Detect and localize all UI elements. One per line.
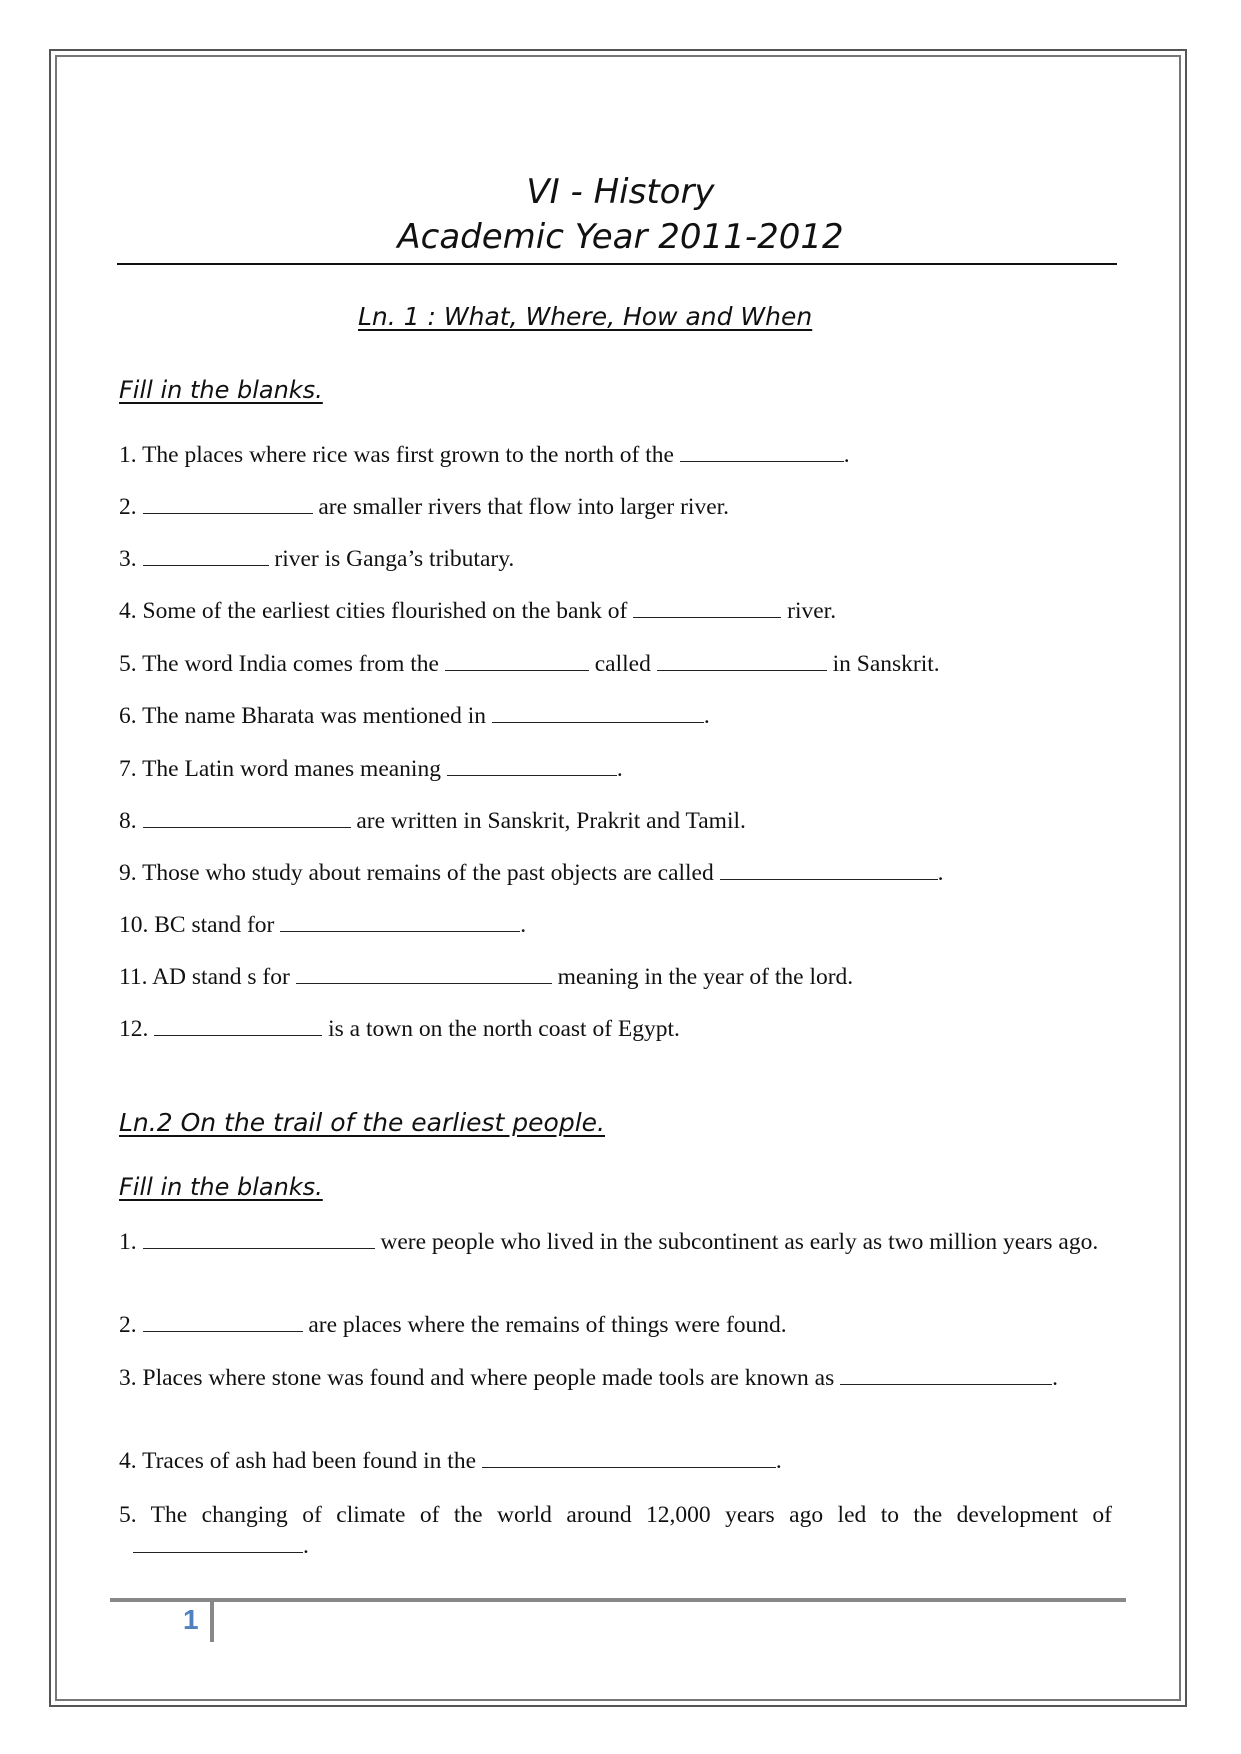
lesson2-question-3: 3. Places where stone was found and where people made tools are known as . [119,1365,1058,1391]
lesson2-question-1: 1. were people who lived in the subcontinent as early as two million years ago. [119,1229,1099,1255]
answer-blank[interactable] [280,911,520,932]
lesson1-question-12: 12. is a town on the north coast of Egypt. [119,1016,680,1042]
document-title: VI - History [526,172,715,212]
answer-blank[interactable] [445,650,589,671]
answer-blank[interactable] [482,1447,776,1468]
answer-blank[interactable] [143,545,269,566]
answer-blank[interactable] [296,963,552,984]
lesson1-question-11: 11. AD stand s for meaning in the year of the lord. [119,964,854,990]
answer-blank[interactable] [143,1311,303,1332]
answer-blank[interactable] [840,1364,1052,1385]
lesson1-question-10: 10. BC stand for . [119,912,527,938]
lesson1-question-2: 2. are smaller rivers that flow into larger river. [119,494,730,520]
answer-blank[interactable] [633,597,781,618]
answer-blank[interactable] [447,755,617,776]
lesson2-question-5: 5. The changing of climate of the world around 12,000 years ago led to the development of . [119,1502,1112,1559]
lesson1-question-6: 6. The name Bharata was mentioned in . [119,703,710,729]
footer-divider [110,1598,1126,1602]
lesson1-question-8: 8. are written in Sanskrit, Prakrit and Tamil. [119,808,746,834]
answer-blank[interactable] [143,493,313,514]
lesson2-instruction: Fill in the blanks. [119,1173,323,1201]
lesson1-question-9: 9. Those who study about remains of the past objects are called . [119,860,944,886]
footer-page-bar [210,1600,214,1642]
page-number: 1 [183,1604,199,1635]
lesson1-question-7: 7. The Latin word manes meaning . [119,756,623,782]
lesson1-heading: Ln. 1 : What, Where, How and When [358,302,813,331]
lesson1-question-3: 3. river is Ganga’s tributary. [119,546,515,572]
answer-blank[interactable] [133,1532,303,1553]
lesson1-question-5: 5. The word India comes from the called in Sanskrit. [119,651,940,677]
answer-blank[interactable] [154,1015,322,1036]
lesson2-heading: Ln.2 On the trail of the earliest people. [119,1108,605,1137]
answer-blank[interactable] [492,702,704,723]
answer-blank[interactable] [720,859,938,880]
answer-blank[interactable] [657,650,827,671]
lesson1-instruction: Fill in the blanks. [119,376,323,404]
document-subtitle: Academic Year 2011-2012 [397,217,844,257]
lesson2-question-4: 4. Traces of ash had been found in the . [119,1448,782,1474]
lesson2-question-2: 2. are places where the remains of things were found. [119,1312,787,1338]
title-divider [117,263,1117,265]
answer-blank[interactable] [680,441,844,462]
answer-blank[interactable] [143,807,351,828]
lesson1-question-1: 1. The places where rice was first grown to the north of the . [119,442,850,468]
lesson1-question-4: 4. Some of the earliest cities flourished on the bank of river. [119,598,837,624]
answer-blank[interactable] [143,1228,375,1249]
